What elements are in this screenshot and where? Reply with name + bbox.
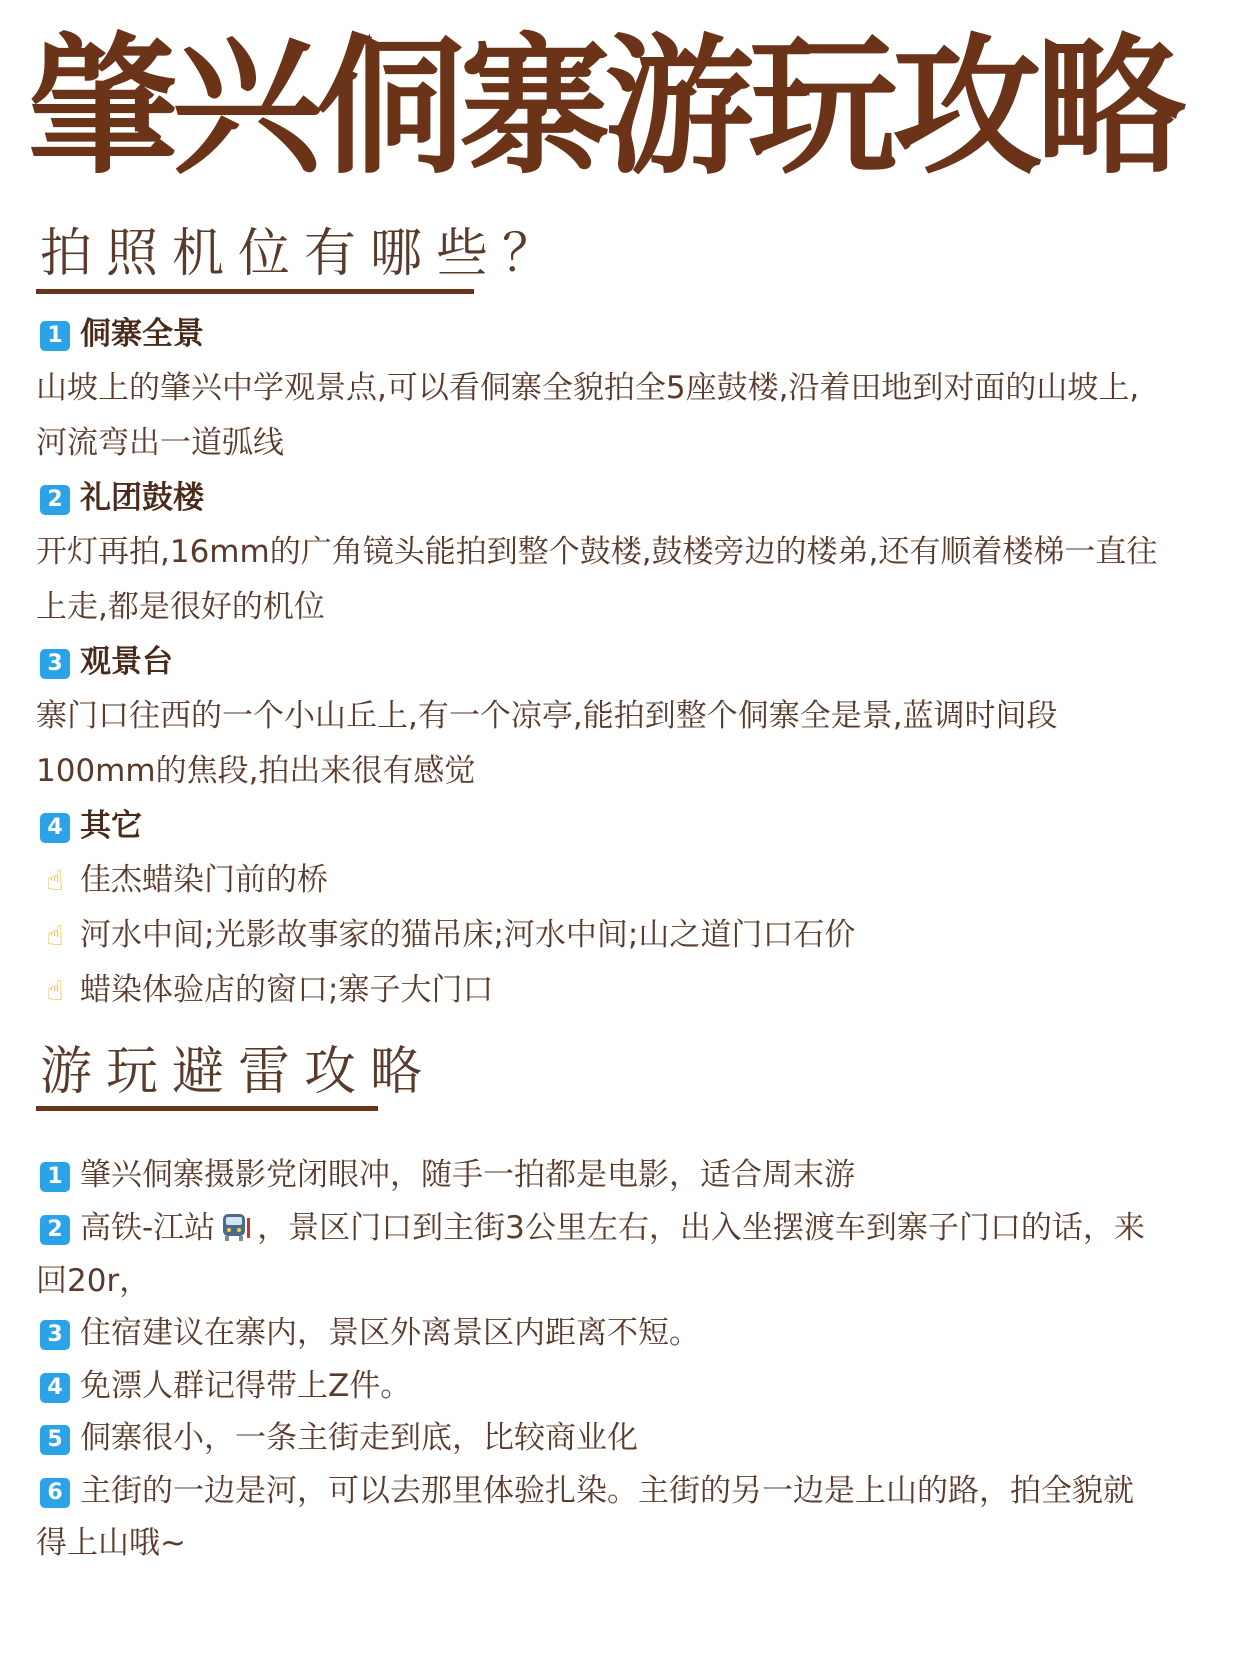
number-badge: 2 <box>40 1215 70 1245</box>
item-text: 开灯再拍,16mm的广角镜头能拍到整个鼓楼,鼓楼旁边的楼弟,还有顺着楼梯一直往 <box>36 534 1158 570</box>
tip-text: 住宿建议在寨内，景区外离景区内距离不短。 <box>80 1315 700 1351</box>
tip-item <box>36 1313 1226 1353</box>
item-title-row <box>36 314 1226 354</box>
number-badge: 6 <box>40 1478 70 1508</box>
tip-continuation: 得上山哦~ <box>36 1525 186 1561</box>
item-title: 观景台 <box>80 644 173 680</box>
item-title-row <box>36 642 1226 682</box>
item-title: 侗寨全景 <box>80 316 204 352</box>
pointing-hand-icon: ☝ <box>46 974 64 1007</box>
number-badge: 1 <box>40 1162 70 1192</box>
section-heading-photo-spots: 拍照机位有哪些？ <box>40 224 569 284</box>
section-underline <box>36 289 474 294</box>
tip-item <box>36 1155 1226 1195</box>
number-badge: 3 <box>40 1320 70 1350</box>
tip-text: 侗寨很小，一条主街走到底，比较商业化 <box>80 1420 638 1456</box>
item-title-row <box>36 478 1226 518</box>
bullet-item <box>36 860 1226 901</box>
section-heading-tips: 游玩避雷攻略 <box>40 1042 437 1102</box>
item-title-row <box>36 806 1226 846</box>
bullet-item <box>36 970 1226 1011</box>
pointing-hand-icon: ☝ <box>46 864 64 897</box>
tip-text: 高铁-江站 <box>80 1210 216 1246</box>
number-badge: 4 <box>40 1373 70 1403</box>
tip-text: ，景区门口到主街3公里左右，出入坐摆渡车到寨子门口的话，来 <box>257 1210 1145 1246</box>
section-underline <box>36 1106 378 1111</box>
tip-text: 肇兴侗寨摄影党闭眼冲，随手一拍都是电影，适合周末游 <box>80 1157 855 1193</box>
item-text: 寨门口往西的一个小山丘上,有一个凉亭,能拍到整个侗寨全是景,蓝调时间段 <box>36 698 1058 734</box>
bullet-text: 佳杰蜡染门前的桥 <box>80 862 328 898</box>
item-title: 礼团鼓楼 <box>80 480 204 516</box>
item-text: 山坡上的肇兴中学观景点,可以看侗寨全貌拍全5座鼓楼,沿着田地到对面的山坡上, <box>36 370 1140 406</box>
tip-item <box>36 1208 1226 1248</box>
number-badge: 2 <box>40 485 70 515</box>
train-icon <box>219 1212 253 1242</box>
number-badge: 4 <box>40 813 70 843</box>
number-badge: 5 <box>40 1425 70 1455</box>
item-text: 上走,都是很好的机位 <box>36 589 325 625</box>
item-text: 河流弯出一道弧线 <box>36 425 284 461</box>
tip-text: 主街的一边是河，可以去那里体验扎染。主街的另一边是上山的路，拍全貌就 <box>80 1473 1134 1509</box>
bullet-text: 河水中间;光影故事家的猫吊床;河水中间;山之道门口石价 <box>80 917 856 953</box>
item-text: 100mm的焦段,拍出来很有感觉 <box>36 753 476 789</box>
bullet-item <box>36 915 1226 956</box>
number-badge: 3 <box>40 649 70 679</box>
tip-continuation: 回20r， <box>36 1263 151 1299</box>
number-badge: 1 <box>40 321 70 351</box>
pointing-hand-icon: ☝ <box>46 919 64 952</box>
tip-item <box>36 1471 1226 1511</box>
tip-item <box>36 1418 1226 1458</box>
page-title: 肇兴侗寨游玩攻略 <box>28 21 1181 195</box>
tip-item <box>36 1366 1226 1406</box>
bullet-text: 蜡染体验店的窗口;寨子大门口 <box>80 972 494 1008</box>
tip-text: 免漂人群记得带上Z件。 <box>80 1368 412 1404</box>
item-title: 其它 <box>80 808 142 844</box>
